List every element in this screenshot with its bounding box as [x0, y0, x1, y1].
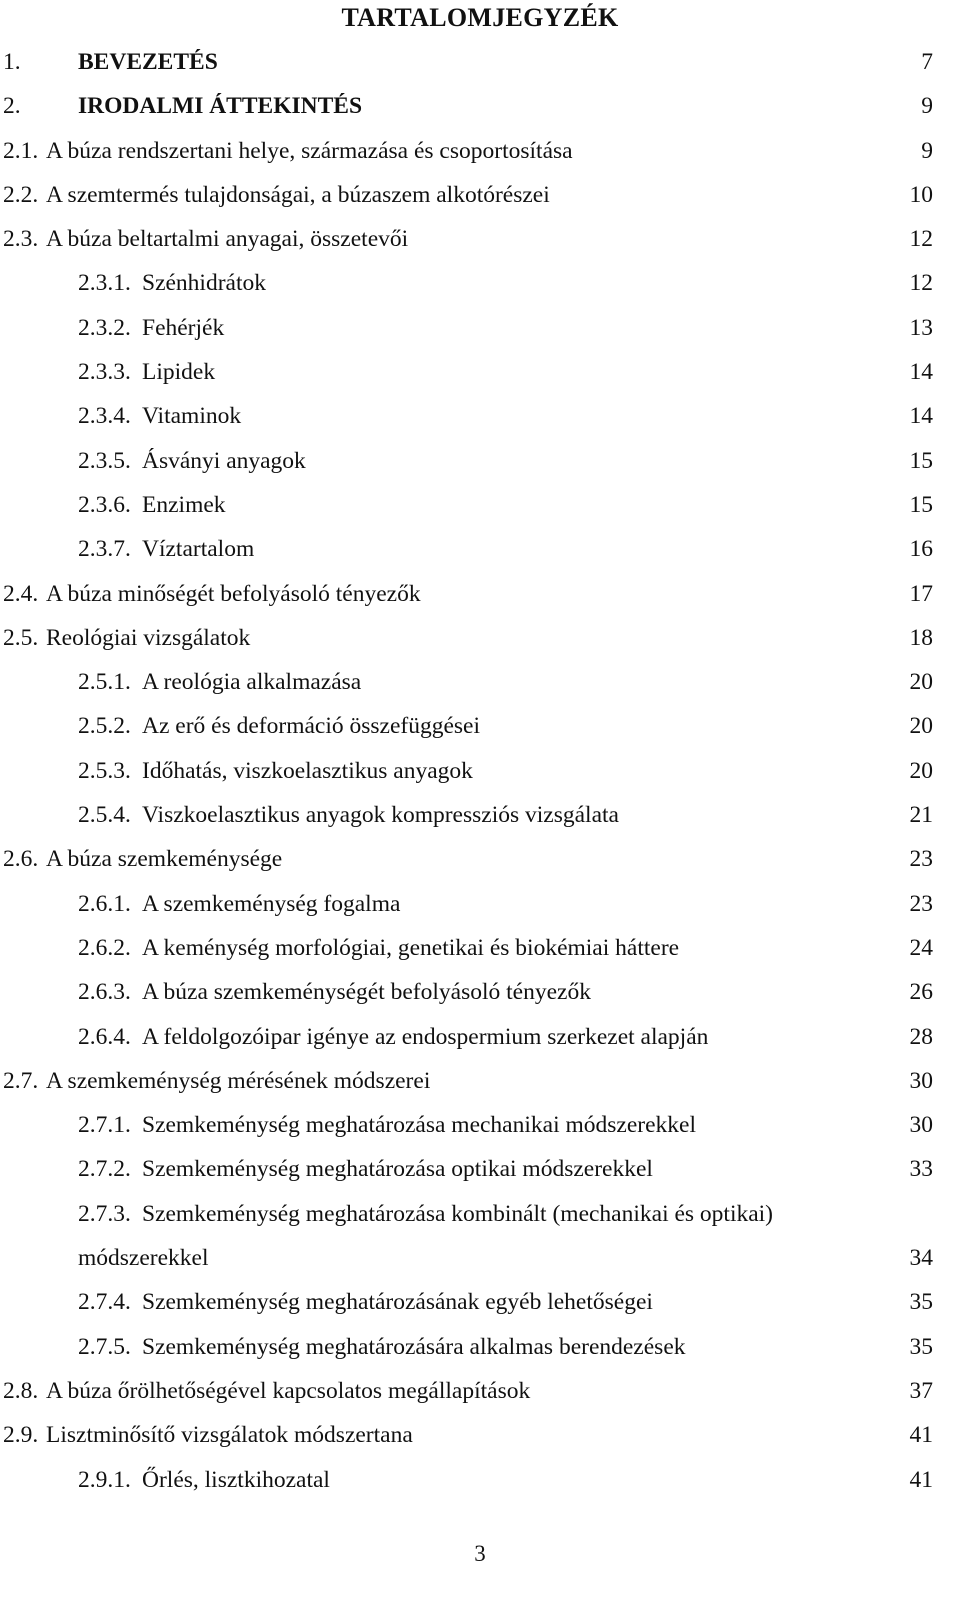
entry-number: 2.4. — [3, 580, 39, 607]
entry-label: Víztartalom — [142, 536, 255, 563]
entry-number: 2.3.4. — [78, 403, 131, 430]
entry-number: 2.3.3. — [78, 359, 131, 386]
toc-list — [0, 40, 960, 1502]
entry-page: 26 — [909, 979, 933, 1006]
entry-label: Az erő és deformáció összefüggései — [142, 713, 480, 740]
toc-entry[interactable] — [0, 527, 960, 571]
toc-entry[interactable] — [0, 40, 960, 84]
entry-number: 2.5.1. — [78, 669, 131, 696]
entry-number: 2.7.1. — [78, 1112, 131, 1139]
entry-number: 2.5.2. — [78, 713, 131, 740]
toc-entry[interactable] — [0, 793, 960, 837]
entry-page: 41 — [909, 1466, 933, 1493]
toc-entry[interactable] — [0, 394, 960, 438]
toc-entry[interactable] — [0, 483, 960, 527]
toc-entry[interactable] — [0, 970, 960, 1014]
entry-label: BEVEZETÉS — [78, 49, 218, 75]
toc-entry[interactable] — [0, 1325, 960, 1369]
entry-page: 14 — [909, 403, 933, 430]
toc-entry[interactable] — [0, 173, 960, 217]
toc-entry[interactable] — [0, 1059, 960, 1103]
entry-number: 2.8. — [3, 1377, 39, 1404]
entry-label: A búza szemkeménységét befolyásoló tényezők — [142, 979, 591, 1006]
entry-number: 2.1. — [3, 137, 39, 164]
entry-page: 30 — [909, 1112, 933, 1139]
entry-label: A szemtermés tulajdonságai, a búzaszem alkotórészei — [46, 181, 550, 208]
entry-label: A búza minőségét befolyásoló tényezők — [46, 580, 421, 607]
entry-label: A feldolgozóipar igénye az endospermium szerkezet alapján — [142, 1023, 709, 1050]
entry-page: 9 — [921, 93, 933, 120]
entry-label: Lisztminősítő vizsgálatok módszertana — [46, 1422, 413, 1449]
entry-number: 2. — [3, 93, 21, 120]
entry-number: 2.3.6. — [78, 491, 131, 518]
toc-entry-continuation[interactable] — [0, 1236, 960, 1280]
entry-number: 2.6.3. — [78, 979, 131, 1006]
entry-page: 33 — [909, 1156, 933, 1183]
entry-page: 20 — [909, 669, 933, 696]
entry-label: módszerekkel — [78, 1245, 209, 1272]
entry-label: A búza rendszertani helye, származása és csoportosítása — [46, 137, 573, 164]
entry-page: 37 — [909, 1377, 933, 1404]
entry-page: 34 — [909, 1245, 933, 1272]
entry-label: Lipidek — [142, 359, 216, 386]
toc-entry[interactable] — [0, 439, 960, 483]
entry-page: 23 — [909, 890, 933, 917]
entry-page: 41 — [909, 1422, 933, 1449]
entry-number: 2.7.4. — [78, 1289, 131, 1316]
entry-label: A reológia alkalmazása — [142, 669, 362, 696]
entry-number: 2.7.2. — [78, 1156, 131, 1183]
entry-page: 24 — [909, 934, 933, 961]
toc-entry[interactable] — [0, 1192, 960, 1236]
entry-page: 23 — [909, 846, 933, 873]
entry-page: 14 — [909, 359, 933, 386]
entry-label: Szemkeménység meghatározása optikai módszerekkel — [142, 1156, 653, 1183]
toc-entry[interactable] — [0, 306, 960, 350]
entry-label: A szemkeménység fogalma — [142, 890, 401, 917]
entry-label: Ásványi anyagok — [142, 447, 306, 474]
toc-entry[interactable] — [0, 660, 960, 704]
toc-entry[interactable] — [0, 84, 960, 128]
toc-entry[interactable] — [0, 926, 960, 970]
entry-number: 2.2. — [3, 181, 39, 208]
entry-label: Szemkeménység meghatározására alkalmas berendezések — [142, 1333, 686, 1360]
entry-label: Őrlés, lisztkihozatal — [142, 1466, 330, 1493]
entry-number: 2.6.4. — [78, 1023, 131, 1050]
page-number: 3 — [474, 1541, 486, 1566]
entry-number: 2.6.2. — [78, 934, 131, 961]
entry-label: A búza szemkeménysége — [46, 846, 283, 873]
toc-entry[interactable] — [0, 616, 960, 660]
entry-page: 30 — [909, 1067, 933, 1094]
entry-number: 2.7.5. — [78, 1333, 131, 1360]
entry-page: 7 — [921, 49, 933, 75]
toc-entry[interactable] — [0, 1103, 960, 1147]
entry-page: 18 — [909, 624, 933, 651]
toc-entry[interactable] — [0, 217, 960, 261]
toc-entry[interactable] — [0, 261, 960, 305]
entry-number: 2.5.4. — [78, 802, 131, 829]
entry-page: 21 — [909, 802, 933, 829]
entry-page: 15 — [909, 491, 933, 518]
entry-number: 2.3.1. — [78, 270, 131, 297]
entry-page: 17 — [909, 580, 933, 607]
entry-number: 2.3.7. — [78, 536, 131, 563]
toc-entry[interactable] — [0, 837, 960, 881]
entry-number: 2.3.5. — [78, 447, 131, 474]
toc-title: TARTALOMJEGYZÉK — [341, 3, 619, 32]
toc-entry[interactable] — [0, 350, 960, 394]
entry-number: 2.7. — [3, 1067, 39, 1094]
entry-label: IRODALMI ÁTTEKINTÉS — [78, 93, 363, 120]
toc-entry[interactable] — [0, 1147, 960, 1191]
entry-label: Szemkeménység meghatározásának egyéb lehetőségei — [142, 1289, 653, 1316]
entry-number: 2.5. — [3, 624, 39, 651]
entry-page: 12 — [909, 226, 933, 253]
entry-page: 35 — [909, 1289, 933, 1316]
entry-page: 35 — [909, 1333, 933, 1360]
entry-number: 2.9. — [3, 1422, 39, 1449]
entry-page: 28 — [909, 1023, 933, 1050]
entry-number: 2.9.1. — [78, 1466, 131, 1493]
entry-page: 20 — [909, 713, 933, 740]
entry-number: 2.6. — [3, 846, 39, 873]
entry-page: 20 — [909, 757, 933, 784]
entry-page: 15 — [909, 447, 933, 474]
toc-entry[interactable] — [0, 1369, 960, 1413]
entry-label: Viszkoelasztikus anyagok kompressziós vizsgálata — [142, 802, 619, 829]
toc-entry[interactable] — [0, 1413, 960, 1457]
toc-entry[interactable] — [0, 704, 960, 748]
entry-number: 2.3. — [3, 226, 39, 253]
entry-label: A szemkeménység mérésének módszerei — [46, 1067, 431, 1094]
toc-entry[interactable] — [0, 572, 960, 616]
entry-number: 2.7.3. — [78, 1200, 131, 1227]
entry-label: Fehérjék — [142, 314, 225, 341]
entry-label: Reológiai vizsgálatok — [46, 624, 251, 651]
entry-page: 12 — [909, 270, 933, 297]
entry-label: Szemkeménység meghatározása kombinált (mechanikai és optikai) — [142, 1200, 774, 1227]
entry-label: A búza őrölhetőségével kapcsolatos megállapítások — [46, 1377, 531, 1404]
toc-entry[interactable] — [0, 749, 960, 793]
entry-label: Enzimek — [142, 491, 226, 518]
entry-label: Szemkeménység meghatározása mechanikai módszerekkel — [142, 1112, 696, 1139]
toc-entry[interactable] — [0, 882, 960, 926]
toc-entry[interactable] — [0, 1280, 960, 1324]
entry-page: 16 — [909, 536, 933, 563]
entry-page: 10 — [909, 181, 933, 208]
entry-number: 1. — [3, 49, 21, 75]
toc-entry[interactable] — [0, 1015, 960, 1059]
toc-entry[interactable] — [0, 1458, 960, 1502]
toc-entry[interactable] — [0, 129, 960, 173]
entry-label: A keménység morfológiai, genetikai és biokémiai háttere — [142, 934, 680, 961]
entry-label: A búza beltartalmi anyagai, összetevői — [46, 226, 409, 253]
entry-page: 9 — [921, 137, 933, 164]
entry-label: Szénhidrátok — [142, 270, 266, 297]
entry-page: 13 — [909, 314, 933, 341]
entry-number: 2.5.3. — [78, 757, 131, 784]
entry-number: 2.3.2. — [78, 314, 131, 341]
entry-number: 2.6.1. — [78, 890, 131, 917]
entry-label: Vitaminok — [142, 403, 242, 430]
entry-label: Időhatás, viszkoelasztikus anyagok — [142, 757, 473, 784]
